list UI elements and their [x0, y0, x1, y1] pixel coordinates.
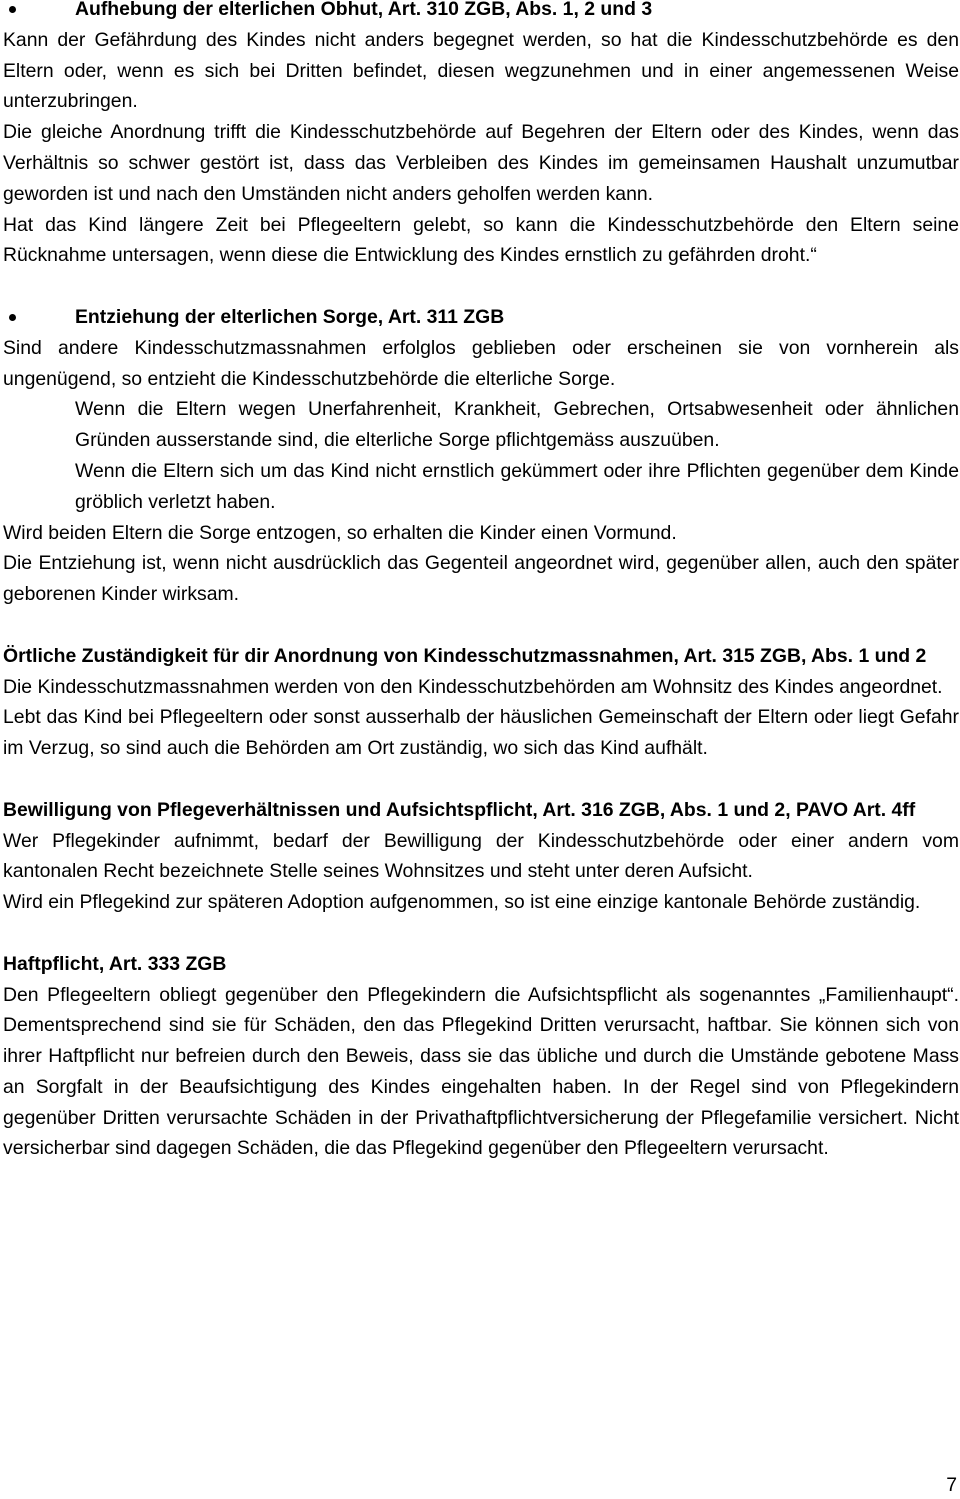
section-heading-bewilligung: Bewilligung von Pflegeverhältnissen und Aufsichtspflicht, Art. 316 ZGB, Abs. 1 und 2, PAVO Art. 4ff — [3, 798, 916, 821]
paragraph: Den Pflegeeltern obliegt gegenüber den Pflegekindern die Aufsichtspflicht als sogenanntes „Familienhaupt“. Dementsprechend sind sie für Schäden, den das Pflegekind Dritten verursacht, haftbar. Sie können sich von ihrer Haftpflicht nur befreien durch den Beweis, dass sie das übliche und durch die Umstände gebotene Mass an Sorgfalt in der Beaufsichtigung des Kindes eingehalten haben. In der Regel sind von Pflegekindern gegenüber Dritten verursachte Schäden in der Privathaftpflichtversicherung der Pflegefamilie versichert. Nicht versicherbar sind dagegen Schäden, die das Pflegekind gegenüber den Pflegeeltern verursacht. — [3, 983, 959, 1160]
paragraph: Wer Pflegekinder aufnimmt, bedarf der Bewilligung der Kindesschutzbehörde oder einer andern vom kantonalen Recht bezeichnete Stelle seines Wohnsitzes und steht unter deren Aufsicht. — [3, 829, 959, 883]
indented-paragraph: Wenn die Eltern wegen Unerfahrenheit, Krankheit, Gebrechen, Ortsabwesenheit oder ähnlichen Gründen ausserstande sind, die elterliche Sorge pflichtgemäss auszuüben. — [75, 398, 959, 452]
paragraph: Die Entziehung ist, wenn nicht ausdrücklich das Gegenteil angeordnet wird, gegenüber allen, auch den später geborenen Kinder wirksam. — [3, 552, 959, 606]
paragraph: Lebt das Kind bei Pflegeeltern oder sonst ausserhalb der häuslichen Gemeinschaft der Eltern oder liegt Gefahr im Verzug, so sind auch die Behörden am Ort zuständig, wo sich das Kind aufhält. — [3, 706, 959, 760]
section-heading-sorge — [3, 302, 959, 333]
paragraph: Die gleiche Anordnung trifft die Kindesschutzbehörde auf Begehren der Eltern oder des Kindes, wenn das Verhältnis so schwer gestört ist, dass das Verbleiben des Kindes im gemeinsamen Haushalt unzumutbar geworden ist und nach den Umständen nicht anders geholfen werden kann. — [3, 121, 959, 205]
paragraph: Die Kindesschutzmassnahmen werden von den Kindesschutzbehörden am Wohnsitz des Kindes angeordnet. — [3, 675, 943, 698]
paragraph: Kann der Gefährdung des Kindes nicht anders begegnet werden, so hat die Kindesschutzbehörde es den Eltern oder, wenn es sich bei Dritten befindet, diesen wegzunehmen und in einer angemessenen Weise unterzubringen. — [3, 28, 959, 113]
bullet-icon — [3, 0, 75, 25]
page-number: 7 — [946, 1474, 957, 1496]
section-heading-sorge-text: Entziehung der elterlichen Sorge, Art. 311 ZGB — [75, 305, 505, 328]
indented-paragraph: Wenn die Eltern sich um das Kind nicht ernstlich gekümmert oder ihre Pflichten gegenüber dem Kinde gröblich verletzt haben. — [75, 459, 959, 513]
section-heading-zustaendigkeit: Örtliche Zuständigkeit für dir Anordnung von Kindesschutzmassnahmen, Art. 315 ZGB, Abs. 1 und 2 — [3, 644, 927, 667]
section-heading-haftpflicht: Haftpflicht, Art. 333 ZGB — [3, 952, 227, 975]
section-heading-obhut — [3, 0, 959, 25]
paragraph: Hat das Kind längere Zeit bei Pflegeeltern gelebt, so kann die Kindesschutzbehörde den Eltern seine Rücknahme untersagen, wenn diese die Entwicklung des Kindes ernstlich zu gefährden droht.“ — [3, 213, 959, 267]
paragraph: Sind andere Kindesschutzmassnahmen erfolglos geblieben oder erscheinen sie von vornherein als ungenügend, so entzieht die Kindesschutzbehörde die elterliche Sorge. — [3, 336, 959, 390]
bullet-icon — [3, 302, 75, 333]
paragraph: Wird beiden Eltern die Sorge entzogen, so erhalten die Kinder einen Vormund. — [3, 521, 677, 544]
document-page — [3, 0, 959, 1164]
section-heading-obhut-text: Aufhebung der elterlichen Obhut, Art. 310 ZGB, Abs. 1, 2 und 3 — [75, 0, 653, 20]
paragraph: Wird ein Pflegekind zur späteren Adoption aufgenommen, so ist eine einzige kantonale Behörde zuständig. — [3, 891, 921, 914]
